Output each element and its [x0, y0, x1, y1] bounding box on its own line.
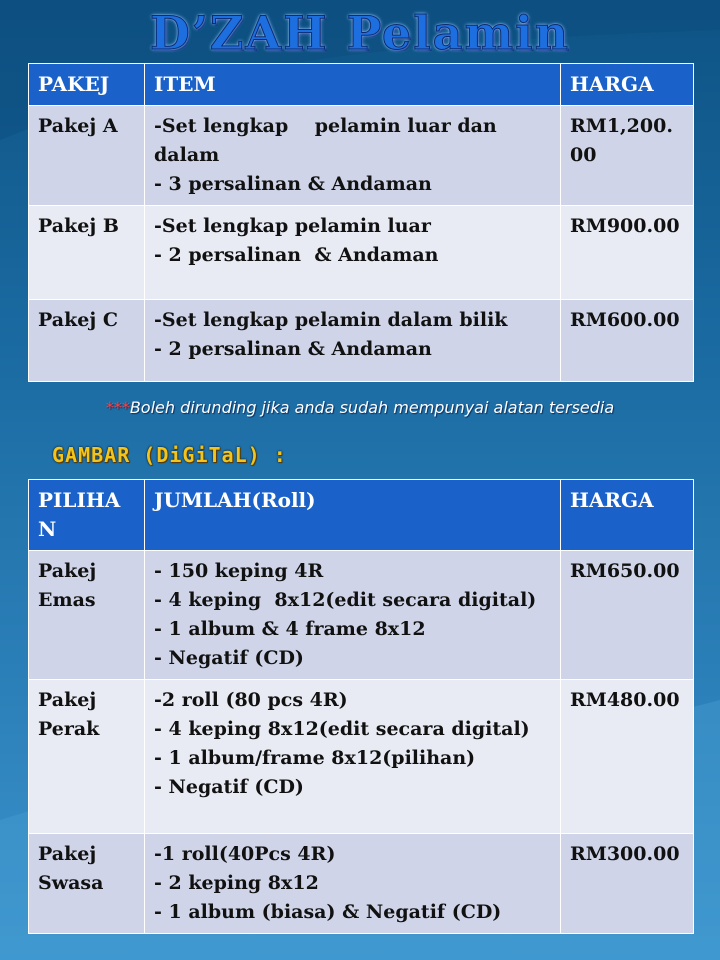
- header-jumlah: JUMLAH(Roll): [145, 480, 561, 551]
- item-line: -Set lengkap pelamin dalam bilik: [154, 309, 508, 331]
- header-harga: HARGA: [561, 480, 694, 551]
- item-line: - 1 album/frame 8x12(pilihan): [154, 747, 476, 769]
- item-line: -Set lengkap pelamin luar dan dalam: [154, 115, 504, 166]
- pelamin-package-table: [28, 63, 694, 382]
- table-row: [29, 106, 694, 206]
- item-line: - 1 album & 4 frame 8x12: [154, 618, 426, 640]
- pakej-name: Pakej A: [29, 106, 145, 206]
- header-item: ITEM: [145, 64, 561, 106]
- pakej-name: Pakej C: [29, 300, 145, 382]
- header-pilihan: PILIHAN: [29, 480, 145, 551]
- section-title-gambar: GAMBAR (DiGiTaL) :: [52, 443, 287, 467]
- table-row: [29, 834, 694, 934]
- item-line: - 4 keping 8x12(edit secara digital): [154, 718, 530, 740]
- note-stars: ***: [105, 398, 130, 417]
- table-row: [29, 300, 694, 382]
- negotiable-note: [0, 398, 720, 417]
- photo-package-table: [28, 479, 694, 934]
- item-line: - 2 keping 8x12: [154, 872, 319, 894]
- page-title: D’ZAH Pelamin: [149, 6, 571, 60]
- price: RM300.00: [561, 834, 694, 934]
- price: RM480.00: [561, 680, 694, 834]
- item-line: - 2 persalinan & Andaman: [154, 338, 432, 360]
- item-line: - 4 keping 8x12(edit secara digital): [154, 589, 537, 611]
- item-line: -1 roll(40Pcs 4R): [154, 843, 336, 865]
- item-list: [145, 551, 561, 680]
- item-list: [145, 206, 561, 300]
- pilihan-name: Pakej Swasa: [29, 834, 145, 934]
- table-row: [29, 551, 694, 680]
- table-row: [29, 206, 694, 300]
- item-line: -Set lengkap pelamin luar: [154, 215, 431, 237]
- table-row: [29, 680, 694, 834]
- pilihan-name: Pakej Perak: [29, 680, 145, 834]
- item-line: - 3 persalinan & Andaman: [154, 173, 432, 195]
- note-text: Boleh dirunding jika anda sudah mempunyai alatan tersedia: [129, 398, 615, 417]
- item-line: - 2 persalinan & Andaman: [154, 244, 439, 266]
- item-list: [145, 106, 561, 206]
- item-list: [145, 680, 561, 834]
- item-line: - Negatif (CD): [154, 647, 304, 669]
- price: RM900.00: [561, 206, 694, 300]
- header-harga: HARGA: [561, 64, 694, 106]
- item-line: - 150 keping 4R: [154, 560, 324, 582]
- item-list: [145, 300, 561, 382]
- item-line: -2 roll (80 pcs 4R): [154, 689, 348, 711]
- pakej-name: Pakej B: [29, 206, 145, 300]
- pilihan-name: Pakej Emas: [29, 551, 145, 680]
- header-pakej: PAKEJ: [29, 64, 145, 106]
- item-line: - Negatif (CD): [154, 776, 304, 798]
- item-list: [145, 834, 561, 934]
- price: RM650.00: [561, 551, 694, 680]
- item-line: - 1 album (biasa) & Negatif (CD): [154, 901, 502, 923]
- price: RM600.00: [561, 300, 694, 382]
- price: RM1,200.00: [561, 106, 694, 206]
